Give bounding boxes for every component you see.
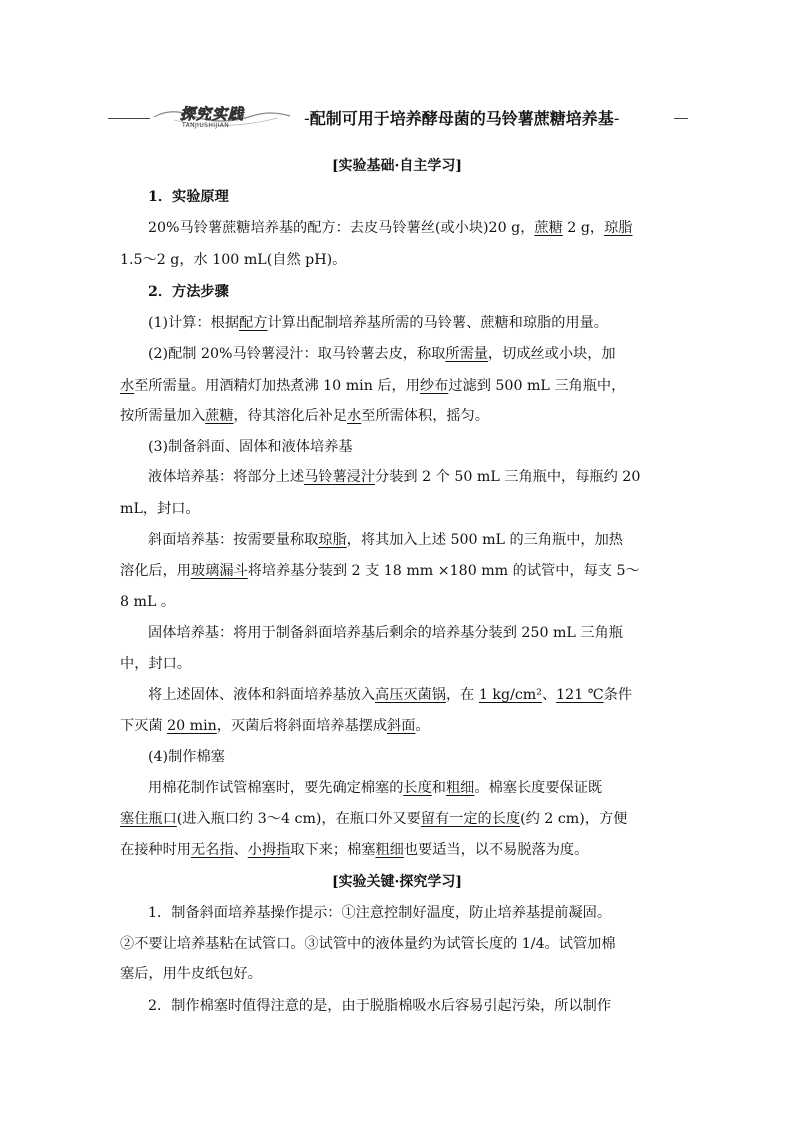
text-line: (2)配制 20%马铃薯浸汁：取马铃薯去皮，称取所需量，切成丝或小块，加 xyxy=(148,346,616,362)
text-line: 斜面培养基：按需要量称取琼脂，将其加入上述 500 mL 的三角瓶中，加热 xyxy=(148,532,623,548)
text-line: 水至所需量。用酒精灯加热煮沸 10 min 后，用纱布过滤到 500 mL 三角瓶中， xyxy=(120,378,626,394)
text-line: 固体培养基：将用于制备斜面培养基后剩余的培养基分装到 250 mL 三角瓶 xyxy=(148,625,623,641)
section-heading-basic: [实验基础·自主学习] xyxy=(331,158,463,174)
text-line: 中，封口。 xyxy=(120,656,191,672)
header-rule-right xyxy=(674,118,688,119)
badge-pinyin: TANJIUSHIJIAN xyxy=(182,122,230,129)
explore-practice-badge xyxy=(152,102,292,132)
text-line: 将上述固体、液体和斜面培养基放入高压灭菌锅，在 1 kg/cm²、121 ℃条件 xyxy=(148,687,633,703)
text-line: (1)计算：根据配方计算出配制培养基所需的马铃薯、蔗糖和琼脂的用量。 xyxy=(148,315,608,331)
badge-label: 探究实践 xyxy=(180,105,245,123)
section-heading-key: [实验关键·探究学习] xyxy=(331,874,463,890)
header-rule-left xyxy=(108,118,150,119)
text-line: 1．制备斜面培养基操作提示：①注意控制好温度，防止培养基提前凝固。 xyxy=(148,905,612,921)
text-line: 用棉花制作试管棉塞时，要先确定棉塞的长度和粗细。棉塞长度要保证既 xyxy=(148,780,603,796)
text-line: 20%马铃薯蔗糖培养基的配方：去皮马铃薯丝(或小块)20 g，蔗糖 2 g，琼脂 xyxy=(148,220,633,236)
text-line: 溶化后，用玻璃漏斗将培养基分装到 2 支 18 mm ×180 mm 的试管中，每支 5～ xyxy=(120,563,640,579)
text-line: 8 mL 。 xyxy=(120,594,176,610)
page-title: -配制可用于培养酵母菌的马铃薯蔗糖培养基- xyxy=(304,109,620,128)
text-line: 2．制作棉塞时值得注意的是，由于脱脂棉吸水后容易引起污染，所以制作 xyxy=(148,998,612,1014)
text-line: 下灭菌 20 min，灭菌后将斜面培养基摆成斜面。 xyxy=(120,718,430,734)
text-line: 液体培养基：将部分上述马铃薯浸汁分装到 2 个 50 mL 三角瓶中，每瓶约 20 xyxy=(148,469,641,485)
text-line: 在接种时用无名指、小拇指取下来；棉塞粗细也要适当，以不易脱落为度。 xyxy=(120,842,589,858)
text-line: 塞住瓶口(进入瓶口约 3～4 cm)，在瓶口外又要留有一定的长度(约 2 cm)，方便 xyxy=(120,811,628,827)
text-line: 塞后，用牛皮纸包好。 xyxy=(120,966,262,982)
text-line: 按所需量加入蔗糖，待其溶化后补足水至所需体积，摇匀。 xyxy=(120,408,489,424)
text-line: 1.5～2 g，水 100 mL(自然 pH)。 xyxy=(120,252,347,268)
subheading-plug: (4)制作棉塞 xyxy=(148,749,225,765)
heading-steps: 2．方法步骤 xyxy=(148,284,229,300)
subheading-media: (3)制备斜面、固体和液体培养基 xyxy=(148,439,353,455)
text-line: ②不要让培养基粘在试管口。③试管中的液体量约为试管长度的 1/4。试管加棉 xyxy=(120,936,616,952)
text-line: mL，封口。 xyxy=(120,501,200,517)
section-header xyxy=(108,104,688,132)
heading-principle: 1．实验原理 xyxy=(148,189,229,205)
